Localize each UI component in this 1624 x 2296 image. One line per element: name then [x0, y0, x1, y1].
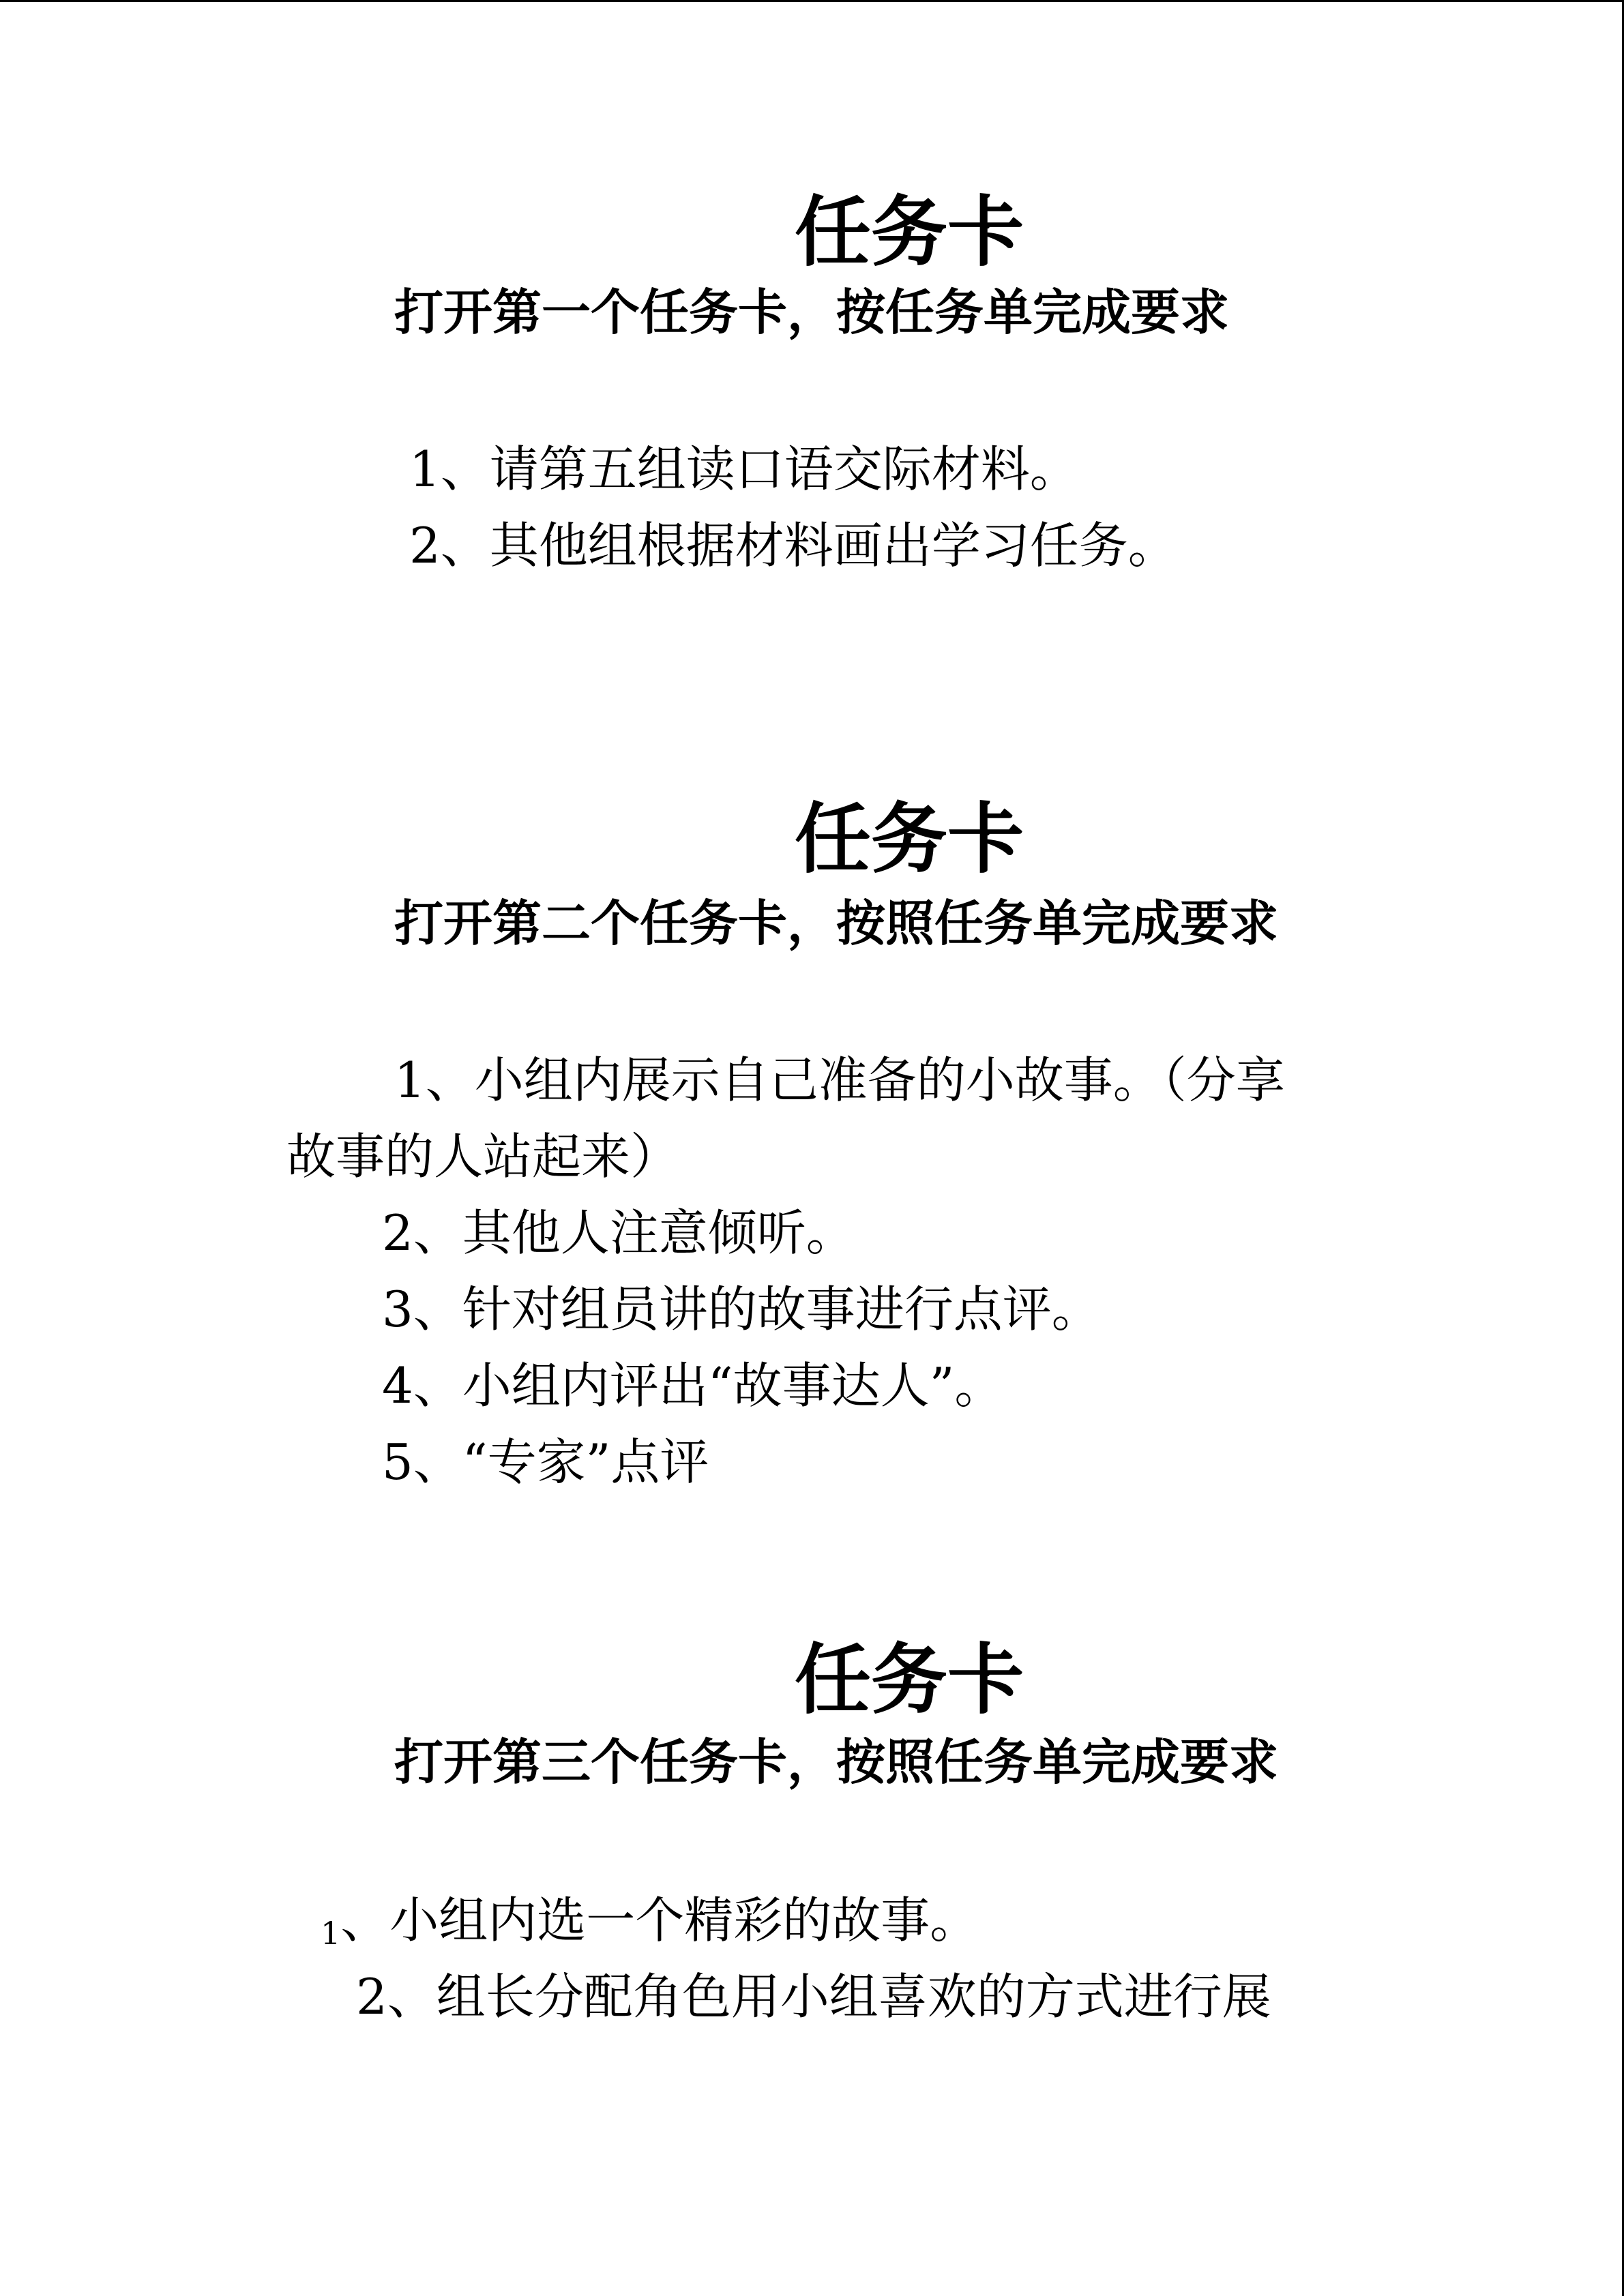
card-item: 故事的人站起来） [286, 1128, 680, 1185]
card-title: 任务卡 [795, 188, 1024, 277]
card-subtitle: 打开第一个任务卡，按任务单完成要求 [394, 283, 1230, 341]
card-item: 2、组长分配角色用小组喜欢的方式进行展 [356, 1968, 1271, 2025]
card-item: 2、其他组根据材料画出学习任务。 [409, 517, 1177, 574]
card-item: 1、请第五组读口语交际材料。 [409, 441, 1079, 498]
item-text: 、小组内选一个精彩的故事。 [340, 1892, 979, 1949]
page-top-border [0, 0, 1624, 2]
card-subtitle: 打开第二个任务卡，按照任务单完成要求 [394, 894, 1279, 952]
card-item: 5、“专家”点评 [382, 1433, 709, 1491]
card-item: 1、小组内展示自己准备的小故事。（分享 [394, 1052, 1285, 1109]
card-subtitle: 打开第三个任务卡，按照任务单完成要求 [394, 1733, 1279, 1791]
card-item [321, 1892, 979, 1952]
card-title: 任务卡 [795, 794, 1024, 884]
card-item: 4、小组内评出“故事达人”。 [382, 1357, 1004, 1414]
card-item: 3、针对组员讲的故事进行点评。 [382, 1281, 1101, 1338]
item-number: 1 [321, 1915, 341, 1952]
card-item: 2、其他人注意倾听。 [382, 1204, 855, 1262]
card-title: 任务卡 [795, 1635, 1024, 1725]
